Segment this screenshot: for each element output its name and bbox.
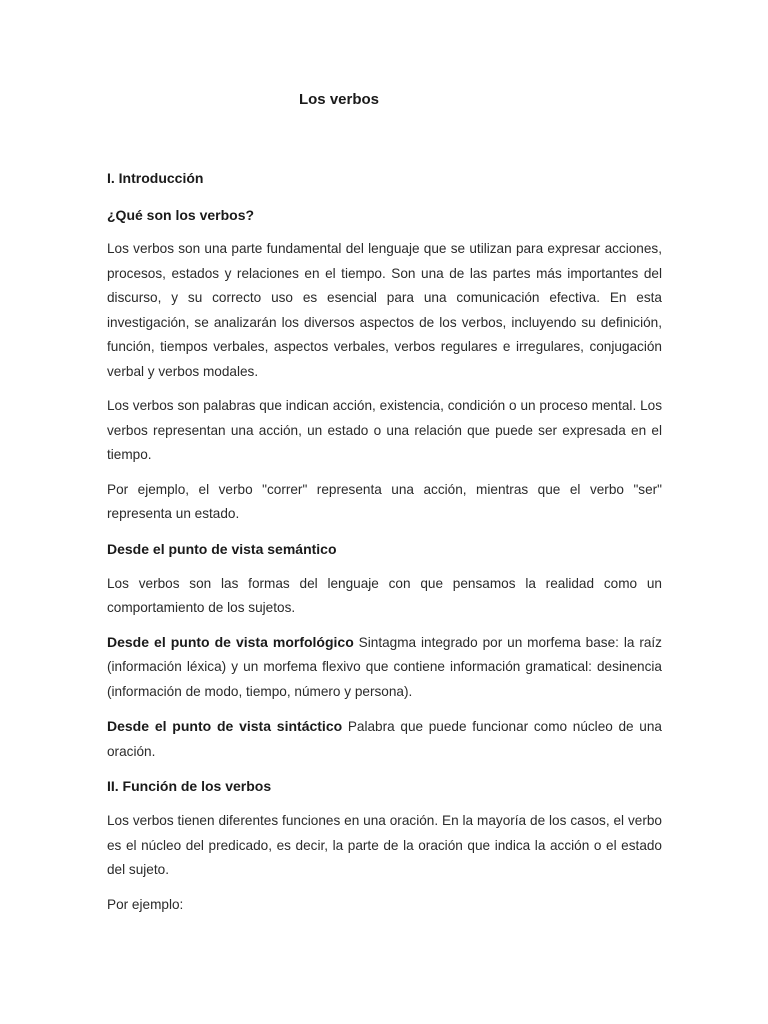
section-heading-introduccion: I. Introducción — [107, 170, 204, 186]
section-heading-funcion: II. Función de los verbos — [107, 778, 272, 794]
paragraph-por-ejemplo: Por ejemplo: — [107, 896, 184, 912]
lead-morfologico: Desde el punto de vista morfológico — [107, 633, 354, 650]
document-title: Los verbos — [298, 91, 380, 108]
document-body — [107, 166, 662, 917]
paragraph-sintactico — [107, 714, 662, 764]
paragraph-ejemplo: Por ejemplo, el verbo "correr" representa una acción, mientras que el verbo "ser" representa un estado. — [107, 481, 662, 521]
paragraph-intro: Los verbos son una parte fundamental del lenguaje que se utilizan para expresar acciones, procesos, estados y relaciones en el tiempo. Son una de las partes más importantes del discurso, y su correcto uso es esencial para una comunicación efectiva. En esta investigación, se analizarán los diversos aspectos de los verbos, incluyendo su definición, función, tiempos verbales, aspectos verbales, verbos regulares e irregulares, conjugación verbal y verbos modales. — [107, 241, 662, 379]
heading-punto-de-vista-semantico: Desde el punto de vista semántico — [107, 540, 337, 557]
subheading-que-son-los-verbos: ¿Qué son los verbos? — [107, 207, 255, 223]
paragraph-semantico: Los verbos son las formas del lenguaje con que pensamos la realidad como un comportamiento de los sujetos. — [107, 575, 662, 615]
paragraph-morfologico — [107, 630, 662, 705]
text-sintactico: Palabra que puede funcionar como núcleo de una oración. — [107, 719, 662, 759]
lead-sintactico: Desde el punto de vista sintáctico — [107, 718, 343, 734]
paragraph-definicion: Los verbos son palabras que indican acción, existencia, condición o un proceso mental. Los verbos representan una acción, un estado o una relación que puede ser expresada en el tiempo. — [107, 398, 662, 462]
text-morfologico: Sintagma integrado por un morfema base: la raíz (información léxica) y un morfema flexivo que contiene información gramatical: desinencia (información de modo, tiempo, número y persona). — [107, 634, 662, 699]
paragraph-funcion: Los verbos tienen diferentes funciones en una oración. En la mayoría de los casos, el verbo es el núcleo del predicado, es decir, la parte de la oración que indica la acción o el estado del sujeto. — [107, 813, 662, 877]
